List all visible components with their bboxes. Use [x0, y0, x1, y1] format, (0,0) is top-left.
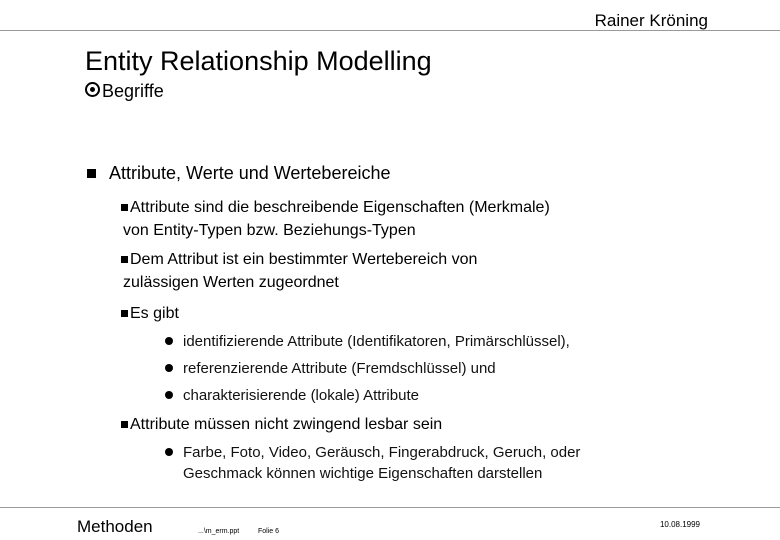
sub-bullet-text: Es gibt: [130, 305, 179, 322]
sub-bullet-lesbar: [121, 413, 442, 436]
sub-bullet-es-gibt: [121, 302, 179, 325]
sub-bullet-text: Dem Attribut ist ein bestimmter Wertebereich von: [130, 251, 478, 268]
list-item-text-continued: Geschmack können wichtige Eigenschaften darstellen: [183, 465, 543, 482]
subtitle-text: Begriffe: [102, 81, 164, 101]
slide-subtitle: [85, 81, 164, 102]
list-item-text: charakterisierende (lokale) Attribute: [183, 387, 419, 404]
main-bullet-text: Attribute, Werte und Wertebereiche: [109, 163, 391, 183]
slide-title: Entity Relationship Modelling: [85, 46, 432, 76]
footer-divider: [0, 507, 780, 508]
footer-date: 10.08.1999: [659, 520, 700, 529]
list-item-text: Farbe, Foto, Video, Geräusch, Fingerabdruck, Geruch, oder: [183, 444, 581, 461]
sub-bullet-text: Attribute müssen nicht zwingend lesbar sein: [130, 416, 443, 433]
list-item-text: identifizierende Attribute (Identifikatoren, Primärschlüssel),: [183, 333, 570, 350]
square-bullet-icon: [121, 310, 128, 317]
header-divider: [0, 30, 780, 31]
list-item-text: referenzierende Attribute (Fremdschlüssel) und: [183, 360, 496, 377]
sub-bullet-attribute-definition: [121, 196, 550, 242]
sub-bullet-text: Attribute sind die beschreibende Eigenschaften (Merkmale): [130, 199, 550, 216]
square-bullet-icon: [121, 421, 128, 428]
target-bullet-icon: [85, 82, 100, 97]
list-item: [165, 358, 496, 379]
sub-bullet-text-continued: von Entity-Typen bzw. Beziehungs-Typen: [123, 222, 416, 239]
dot-bullet-icon: [165, 337, 173, 345]
list-item: [165, 385, 419, 406]
sub-bullet-wertebereich: [121, 248, 477, 294]
dot-bullet-icon: [165, 364, 173, 372]
dot-bullet-icon: [165, 448, 173, 456]
sub-bullet-text-continued: zulässigen Werten zugeordnet: [123, 274, 339, 291]
footer-page-number: Folie 6: [258, 528, 280, 535]
main-bullet: [87, 163, 390, 184]
square-bullet-icon: [121, 256, 128, 263]
list-item: [165, 442, 580, 484]
dot-bullet-icon: [165, 391, 173, 399]
square-bullet-icon: [121, 204, 128, 211]
footer-section: Methoden: [77, 517, 153, 536]
author-name: Rainer Kröning: [594, 11, 708, 30]
list-item: [165, 331, 570, 352]
footer-file: ...\m_erm.ppt: [198, 528, 240, 535]
square-bullet-icon: [87, 169, 96, 178]
